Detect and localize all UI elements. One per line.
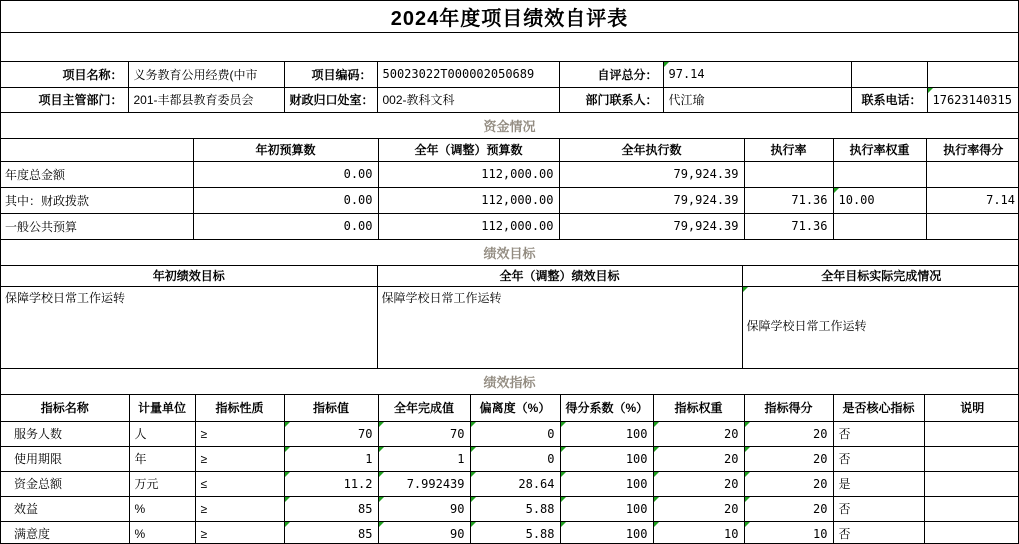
column-header: 说明 [924,395,1019,421]
cell: 否 [833,521,924,544]
goals-header-row [1,266,1019,286]
cell [924,446,1019,471]
column-header: 全年完成值 [378,395,470,421]
cell: 项目名称： [1,62,128,87]
cell: % [129,521,195,544]
cell: 97.14 [663,62,851,87]
cell: 0 [470,421,560,446]
cell: 人 [129,421,195,446]
cell: 保障学校日常工作运转 [742,286,1019,368]
cell: 0.00 [193,213,378,239]
cell: ≥ [195,496,284,521]
cell: 71.36 [744,187,833,213]
cell: ≥ [195,421,284,446]
cell: 7.992439 [378,471,470,496]
column-header: 全年目标实际完成情况 [742,266,1019,286]
cell: 0.00 [193,187,378,213]
indicators-row [1,446,1019,471]
cell [927,62,1019,87]
cell: 一般公共预算 [1,213,193,239]
cell: 002-教科文科 [377,87,559,112]
cell: 201-丰都县教育委员会 [128,87,284,112]
cell: 是 [833,471,924,496]
column-header: 执行率 [744,139,833,161]
cell: 代江瑜 [663,87,851,112]
column-header: 得分系数（%） [560,395,653,421]
project-info-table [1,62,1018,112]
column-header: 指标名称 [1,395,129,421]
column-header: 年初预算数 [193,139,378,161]
cell: 否 [833,496,924,521]
column-header: 全年（调整）预算数 [378,139,559,161]
cell: 自评总分： [559,62,663,87]
cell [833,161,926,187]
cell: 17623140315 [927,87,1019,112]
cell: 效益 [1,496,129,521]
cell [833,213,926,239]
cell: 70 [378,421,470,446]
column-header [1,139,193,161]
cell: 85 [284,521,378,544]
cell: 20 [653,446,744,471]
cell: 20 [653,471,744,496]
cell [926,161,1019,187]
cell: 财政归口处室： [284,87,377,112]
cell: 联系电话： [851,87,927,112]
funding-row [1,161,1019,187]
cell: 满意度 [1,521,129,544]
cell: 1 [284,446,378,471]
goals-table [1,266,1018,368]
spacer-row [1,33,1018,62]
column-header: 指标值 [284,395,378,421]
section-title-funding: 资金情况 [1,112,1018,139]
funding-row [1,213,1019,239]
cell: 年度总金额 [1,161,193,187]
cell: % [129,496,195,521]
indicators-row [1,521,1019,544]
cell: 100 [560,496,653,521]
cell: 20 [744,446,833,471]
cell: 79,924.39 [559,187,744,213]
cell: 71.36 [744,213,833,239]
column-header: 指标权重 [653,395,744,421]
column-header: 全年执行数 [559,139,744,161]
column-header: 全年（调整）绩效目标 [377,266,742,286]
cell: 资金总额 [1,471,129,496]
cell: 70 [284,421,378,446]
cell [851,62,927,87]
cell: 90 [378,521,470,544]
column-header: 是否核心指标 [833,395,924,421]
page-title: 2024年度项目绩效自评表 [1,1,1018,33]
info-row [1,87,1019,112]
cell: 保障学校日常工作运转 [1,286,377,368]
cell: 10 [653,521,744,544]
cell: 其中：财政拨款 [1,187,193,213]
cell [924,521,1019,544]
cell: 79,924.39 [559,161,744,187]
cell: 100 [560,421,653,446]
section-title-goals: 绩效目标 [1,239,1018,266]
cell: 85 [284,496,378,521]
cell: 11.2 [284,471,378,496]
cell: 112,000.00 [378,187,559,213]
cell: 10.00 [833,187,926,213]
info-row [1,62,1019,87]
cell: 5.88 [470,521,560,544]
cell: 0.00 [193,161,378,187]
column-header: 执行率得分 [926,139,1019,161]
cell: 90 [378,496,470,521]
cell: 服务人数 [1,421,129,446]
cell: 79,924.39 [559,213,744,239]
cell: 10 [744,521,833,544]
cell: 100 [560,471,653,496]
cell: ≤ [195,471,284,496]
cell: 万元 [129,471,195,496]
cell [924,471,1019,496]
funding-table [1,139,1018,239]
indicators-row [1,471,1019,496]
cell: 年 [129,446,195,471]
cell: 28.64 [470,471,560,496]
cell: 50023022T000002050689 [377,62,559,87]
cell: 20 [744,496,833,521]
cell: ≥ [195,521,284,544]
cell: 义务教育公用经费(中市 [128,62,284,87]
cell: 否 [833,421,924,446]
cell [924,421,1019,446]
cell [924,496,1019,521]
column-header: 执行率权重 [833,139,926,161]
cell: 部门联系人： [559,87,663,112]
goals-row [1,286,1019,368]
cell: 5.88 [470,496,560,521]
cell: 7.14 [926,187,1019,213]
column-header: 指标性质 [195,395,284,421]
cell: 100 [560,446,653,471]
cell: 112,000.00 [378,161,559,187]
cell: 20 [653,496,744,521]
cell: ≥ [195,446,284,471]
cell: 0 [470,446,560,471]
section-title-indicators: 绩效指标 [1,368,1018,395]
indicators-table [1,395,1018,544]
funding-row [1,187,1019,213]
cell: 1 [378,446,470,471]
indicators-row [1,496,1019,521]
cell [926,213,1019,239]
column-header: 计量单位 [129,395,195,421]
funding-header-row [1,139,1019,161]
cell: 20 [744,471,833,496]
cell: 项目主管部门： [1,87,128,112]
column-header: 偏离度（%） [470,395,560,421]
cell: 使用期限 [1,446,129,471]
indicators-row [1,421,1019,446]
cell [744,161,833,187]
indicators-header-row [1,395,1019,421]
cell: 100 [560,521,653,544]
cell: 否 [833,446,924,471]
cell: 20 [653,421,744,446]
column-header: 指标得分 [744,395,833,421]
cell: 项目编码： [284,62,377,87]
cell: 112,000.00 [378,213,559,239]
cell: 保障学校日常工作运转 [377,286,742,368]
column-header: 年初绩效目标 [1,266,377,286]
cell: 20 [744,421,833,446]
